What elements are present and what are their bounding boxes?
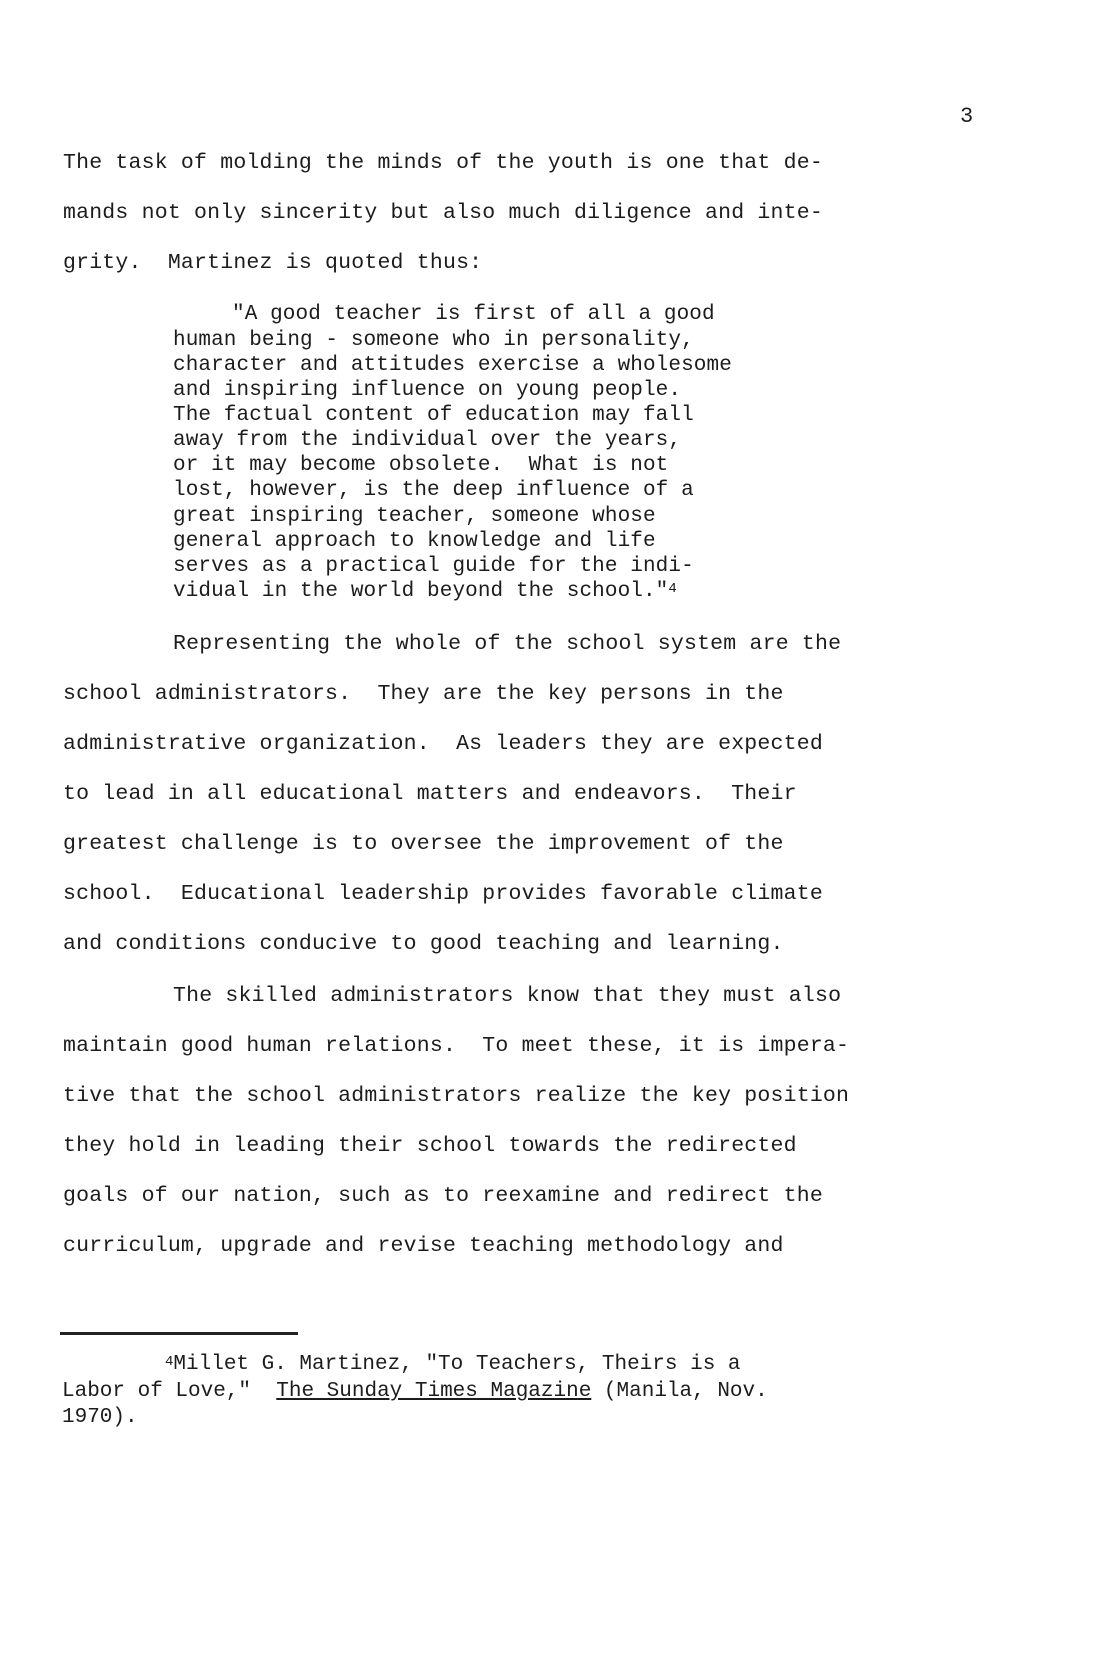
paragraph-line: school. Educational leadership provides favorable climate — [63, 882, 823, 906]
paragraph-line: to lead in all educational matters and endeavors. Their — [63, 782, 797, 806]
quote-line: "A good teacher is first of all a good — [232, 303, 715, 326]
footnote-divider — [60, 1332, 298, 1335]
paragraph-line: greatest challenge is to oversee the improvement of the — [63, 832, 784, 856]
quote-line: lost, however, is the deep influence of a — [173, 479, 694, 502]
quote-line: general approach to knowledge and life — [173, 530, 656, 553]
footnote-text: Labor of Love," — [62, 1380, 277, 1403]
footnote-text: (Manila, Nov. — [591, 1380, 768, 1403]
footnote-publication-title: The Sunday Times Magazine — [276, 1380, 592, 1403]
paragraph-line: Representing the whole of the school system are the — [173, 632, 842, 656]
footnote-text: Millet G. Martinez, "To Teachers, Theirs is a — [173, 1353, 741, 1376]
quote-line: The factual content of education may fall — [173, 404, 694, 427]
paragraph-line: curriculum, upgrade and revise teaching methodology and — [63, 1234, 784, 1258]
quote-line: or it may become obsolete. What is not — [173, 454, 669, 477]
paragraph-line: The task of molding the minds of the youth is one that de- — [63, 151, 823, 175]
paragraph-line: and conditions conducive to good teaching and learning. — [63, 932, 784, 956]
paragraph-line: maintain good human relations. To meet these, it is impera- — [63, 1034, 850, 1058]
footnote-number: 4 — [165, 1354, 174, 1370]
footnote-line — [165, 1352, 741, 1379]
quote-line: away from the individual over the years, — [173, 429, 682, 452]
quote-line-text: vidual in the world beyond the school." — [173, 580, 669, 603]
paragraph-line: goals of our nation, such as to reexamine and redirect the — [63, 1184, 823, 1208]
footnote-line — [62, 1379, 768, 1405]
paragraph-line: they hold in leading their school towards the redirected — [63, 1134, 797, 1158]
quote-line-last — [173, 579, 677, 606]
paragraph-line: mands not only sincerity but also much diligence and inte- — [63, 201, 823, 225]
quote-line: character and attitudes exercise a wholesome — [173, 354, 732, 377]
page-number: 3 — [960, 104, 974, 129]
paragraph-line: The skilled administrators know that they must also — [173, 984, 842, 1008]
footnote-reference: 4 — [668, 581, 677, 597]
footnote-line: 1970). — [62, 1406, 138, 1429]
quote-line: human being - someone who in personality, — [173, 329, 694, 352]
quote-line: and inspiring influence on young people. — [173, 379, 682, 402]
paragraph-line: school administrators. They are the key persons in the — [63, 682, 784, 706]
quote-line: serves as a practical guide for the indi- — [173, 555, 694, 578]
paragraph-line: administrative organization. As leaders they are expected — [63, 732, 823, 756]
paragraph-line: grity. Martinez is quoted thus: — [63, 251, 483, 275]
paragraph-line: tive that the school administrators realize the key position — [63, 1084, 850, 1108]
quote-line: great inspiring teacher, someone whose — [173, 505, 656, 528]
